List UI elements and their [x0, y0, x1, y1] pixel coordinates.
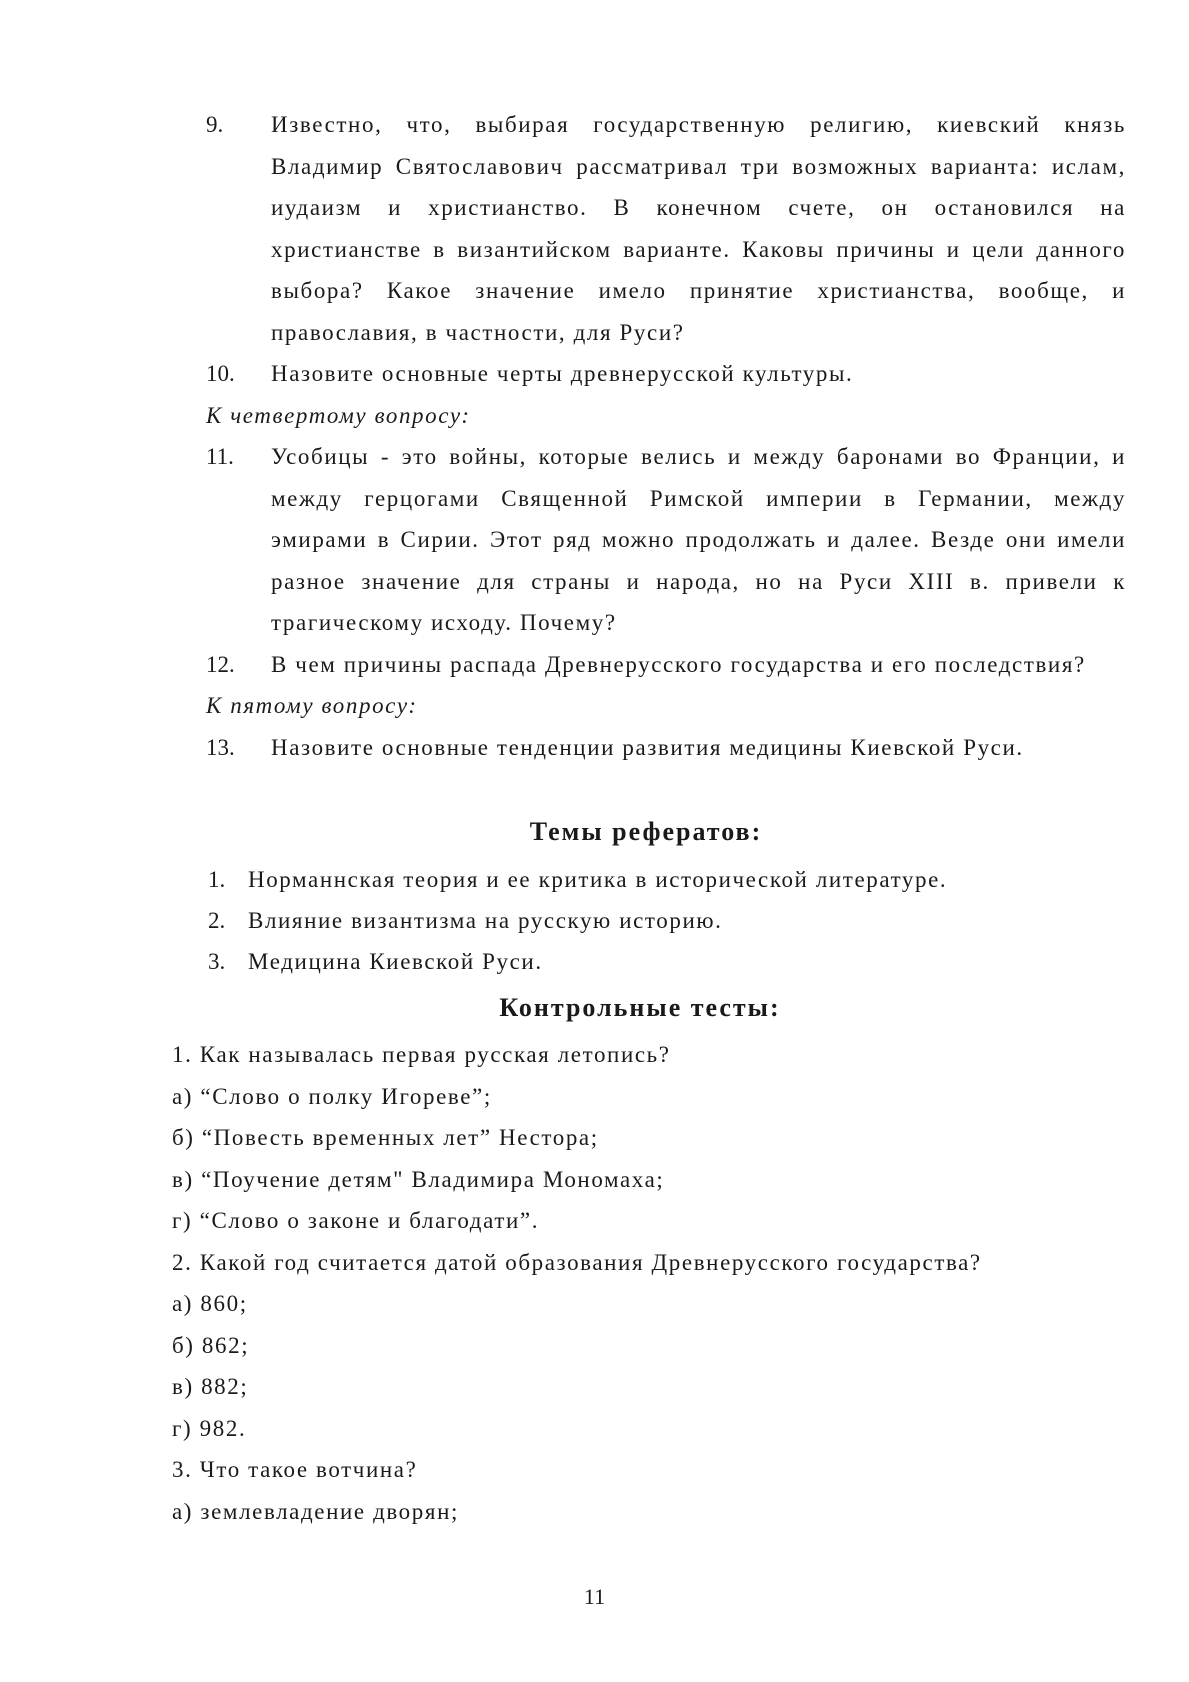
subheading-fourth-question: К четвертому вопросу: — [206, 402, 471, 428]
question-text: В чем причины распада Древнерусского государства и его последствия? — [271, 651, 1086, 677]
test-option: г) “Слово о законе и благодати”. — [172, 1208, 540, 1233]
question-item — [206, 353, 1126, 395]
topic-item — [206, 859, 1126, 900]
question-number: 10. — [206, 361, 235, 386]
test-question: 1. Как называлась первая русская летопись? — [172, 1042, 671, 1067]
topics-list — [206, 859, 1126, 982]
question-number: 13. — [206, 734, 235, 760]
questions-list — [206, 104, 1126, 768]
topic-number: 1. — [208, 867, 226, 892]
test-option: г) 982. — [172, 1415, 247, 1441]
test-option: в) 882; — [172, 1374, 249, 1399]
topic-text: Медицина Киевской Руси. — [248, 949, 543, 974]
topic-number: 2. — [208, 908, 226, 933]
question-number: 9. — [206, 112, 224, 137]
question-number: 12. — [206, 651, 235, 677]
test-option: б) “Повесть временных лет” Нестора; — [172, 1125, 599, 1150]
test-option: а) землевладение дворян; — [172, 1498, 459, 1524]
test-option: а) 860; — [172, 1291, 248, 1316]
question-text: Назовите основные тенденции развития медицины Киевской Руси. — [271, 734, 1024, 760]
test-question: 2. Какой год считается датой образования Древнерусского государства? — [172, 1249, 982, 1275]
topic-text: Норманнская теория и ее критика в исторической литературе. — [248, 867, 948, 892]
page-number: 11 — [583, 1584, 606, 1609]
tests-list — [172, 1034, 1132, 1532]
topic-item — [206, 941, 1126, 982]
question-text: Известно, что, выбирая государственную религию, киевский князь Владимир Святославович рассматривал три возможных варианта: ислам, иудаизм и христианство. В конечном счете, он остановился на христианстве в византийском варианте. Каковы причины и цели данного выбора? Какое значение имело принятие христианства, вообще, и православия, в частности, для Руси? — [271, 112, 1126, 345]
tests-heading: Контрольные тесты: — [499, 993, 781, 1022]
test-option: б) 862; — [172, 1332, 250, 1358]
question-item — [206, 104, 1126, 353]
topic-item — [206, 900, 1126, 941]
topic-number: 3. — [208, 949, 226, 974]
topics-heading: Темы рефератов: — [529, 817, 763, 846]
question-item — [206, 644, 1126, 686]
question-text: Усобицы - это войны, которые велись и между баронами во Франции, и между герцогами Священной Римской империи в Германии, между эмирами в Сирии. Этот ряд можно продолжать и далее. Везде они имели разное значение для страны и народа, но на Руси XIII в. привели к трагическому исходу. Почему? — [271, 444, 1126, 635]
question-number: 11. — [206, 444, 234, 469]
subheading-fifth-question: К пятому вопросу: — [206, 693, 418, 718]
test-option: в) “Поучение детям" Владимира Мономаха; — [172, 1166, 665, 1192]
question-item — [206, 436, 1126, 644]
topic-text: Влияние византизма на русскую историю. — [248, 908, 723, 933]
question-item — [206, 727, 1126, 769]
test-option: а) “Слово о полку Игореве”; — [172, 1083, 492, 1109]
question-text: Назовите основные черты древнерусской культуры. — [271, 361, 854, 386]
test-question: 3. Что такое вотчина? — [172, 1457, 418, 1482]
